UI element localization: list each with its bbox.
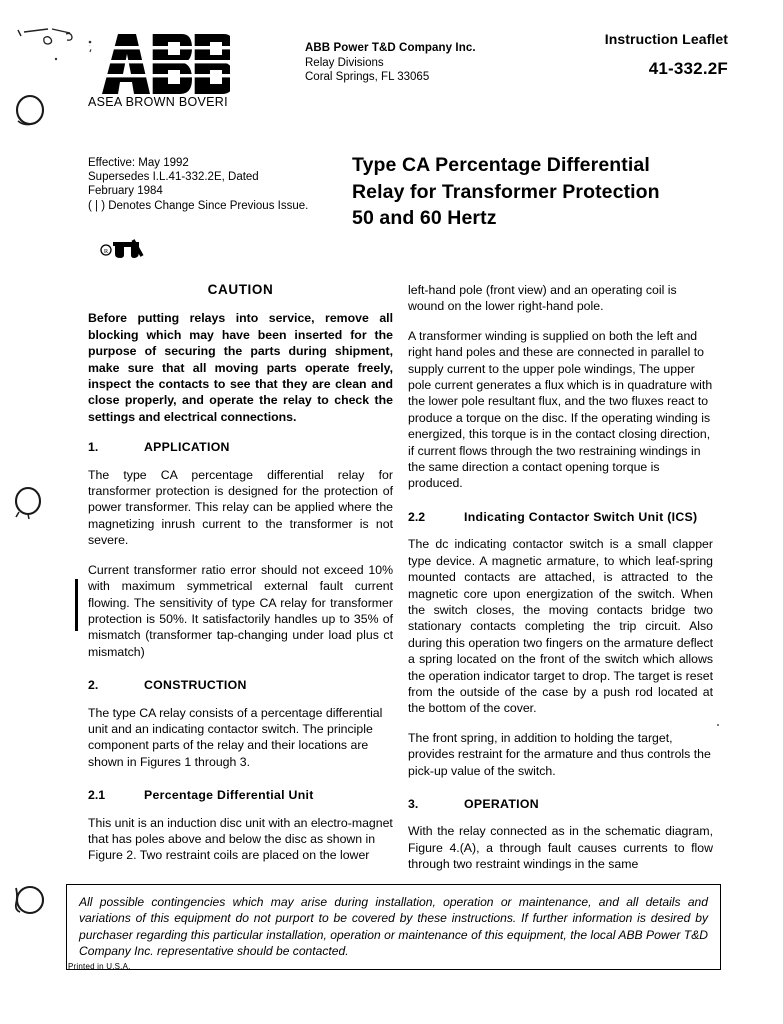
abb-logo-block	[88, 34, 238, 109]
document-title-line-2: Relay for Transformer Protection	[352, 180, 660, 203]
caution-body: Before putting relays into service, remove all blocking which may have been inserted for the purpose of securing the parts during shipment, make sure that all moving parts operate freely, inspect the contacts to see that they are clean and close properly, and operate the relay to check the settings and electrical connections.	[88, 311, 393, 424]
section-3-title: OPERATION	[464, 796, 539, 811]
paragraph-1-1: The type CA percentage differential relay for transformer protection is designed for the protection of power transformer. This relay can be applied where the magnetizing inrush current to the transformer is not severe.	[88, 467, 393, 548]
ul-registered-mark-icon	[100, 236, 146, 262]
company-name: ABB Power T&D Company Inc.	[305, 42, 476, 54]
section-heading-2-2	[408, 509, 713, 525]
supersedes-date: February 1984	[88, 185, 163, 198]
paragraph-2-1-1: This unit is an induction disc unit with an electro-magnet that has poles above and below the disc as shown in Figure 2. Two restraint coils are placed on the lower	[88, 815, 393, 863]
paragraph-1-2: Current transformer ratio error should not exceed 10% with maximum symmetrical external fault current flowing. The sensitivity of type CA relay for transformer protection is 50%. It satisfactorily handles up to 35% of mismatch (transformer tap-changing under load plus ct mismatch)	[88, 562, 393, 659]
page-header	[0, 0, 783, 132]
section-2-1-title: Percentage Differential Unit	[144, 788, 314, 803]
paragraph-2-2-1: The dc indicating contactor switch is a small clapper type device. A magnetic armature, to which leaf-spring mounted contacts are attached, is attracted to the magnetic core upon energization of the switch. When the switch closes, the moving contacts bridge two stationary contacts completing the trip circuit. Also during this operation two fingers on the armature deflect a spring located on the front of the switch which allows the operation indicator target to drop. The target is reset from the outside of the case by a push rod located at the bottom of the cover.	[408, 537, 713, 716]
leaflet-identifier-block	[605, 31, 728, 79]
change-bar	[75, 579, 78, 631]
abb-logo-icon	[88, 34, 230, 94]
disclaimer-box: All possible contingencies which may arise during installation, operation or maintenance, and all details and variations of this equipment do not purport to be covered by these instructions. If further information is desired by purchaser regarding this particular installation, operation or maintenance of this equipment, the local ABB Power T&D Company Inc. representative should be contacted.	[66, 884, 721, 970]
left-column	[88, 282, 393, 864]
section-1-number: 1.	[88, 440, 99, 455]
scan-artifact-circle-2	[6, 478, 50, 524]
section-3-number: 3.	[408, 796, 419, 811]
document-title-line-1: Type CA Percentage Differential	[352, 154, 650, 176]
section-2-number: 2.	[88, 678, 99, 693]
svg-text:R: R	[103, 248, 109, 255]
abb-logo-caption: ASEA BROWN BOVERI	[88, 95, 228, 109]
effective-date: Effective: May 1992	[88, 157, 189, 169]
section-2-2-number: 2.2	[408, 509, 426, 524]
document-title-line-3: 50 and 60 Hertz	[352, 207, 497, 229]
effective-date-block	[88, 156, 338, 213]
company-address: Coral Springs, FL 33065	[305, 71, 430, 83]
right-column	[408, 282, 713, 873]
document-title	[352, 152, 752, 232]
supersedes-line: Supersedes I.L.41-332.2E, Dated	[88, 171, 259, 184]
change-notation-note: ( | ) Denotes Change Since Previous Issue.	[88, 199, 309, 212]
section-2-2-title: Indicating Contactor Switch Unit (ICS)	[464, 509, 698, 524]
section-1-title: APPLICATION	[144, 440, 230, 455]
section-2-title: CONSTRUCTION	[144, 678, 247, 693]
scan-artifact-circle-3	[6, 876, 50, 922]
company-division: Relay Divisions	[305, 56, 384, 69]
section-heading-2	[88, 677, 393, 693]
paragraph-right-top: left-hand pole (front view) and an operating coil is wound on the lower right-hand pole.	[408, 283, 677, 314]
section-heading-1	[88, 439, 393, 455]
section-2-1-number: 2.1	[88, 788, 106, 803]
section-heading-3	[408, 796, 713, 812]
paragraph-3-1: With the relay connected as in the schematic diagram, Figure 4.(A), a through fault causes currents to flow through two restraint windings in the same	[408, 824, 713, 872]
paragraph-2-1: The type CA relay consists of a percentage differential unit and an indicating contactor switch. The principle component parts of the relay and their locations are shown in Figures 1 through 3.	[88, 705, 383, 769]
changed-paragraph-wrapper	[88, 562, 393, 660]
section-heading-2-1	[88, 787, 393, 803]
leaflet-number: 41-332.2F	[648, 59, 728, 78]
caution-heading: CAUTION	[207, 282, 274, 297]
printed-in-label: Printed in U.S.A.	[68, 962, 131, 971]
leaflet-label: Instruction Leaflet	[604, 31, 728, 47]
paragraph-2-2-2: The front spring, in addition to holding the target, provides restraint for the armature and thus controls the pick-up value of the switch.	[408, 730, 711, 778]
scan-artifact-dot	[717, 724, 719, 726]
company-address-block	[305, 41, 476, 85]
paragraph-right-2: A transformer winding is supplied on both the left and right hand poles and these are connected in parallel to supply current to the upper pole windings, The upper pole current generates a flux which is in quadrature with the lower pole resultant flux, and the two fluxes react to produce a torque on the disc. If the operating winding is energized, this torque is in the contact closing direction, if current flows through the two restraining windings in the same direction a contact opening torque is produced.	[408, 328, 713, 491]
